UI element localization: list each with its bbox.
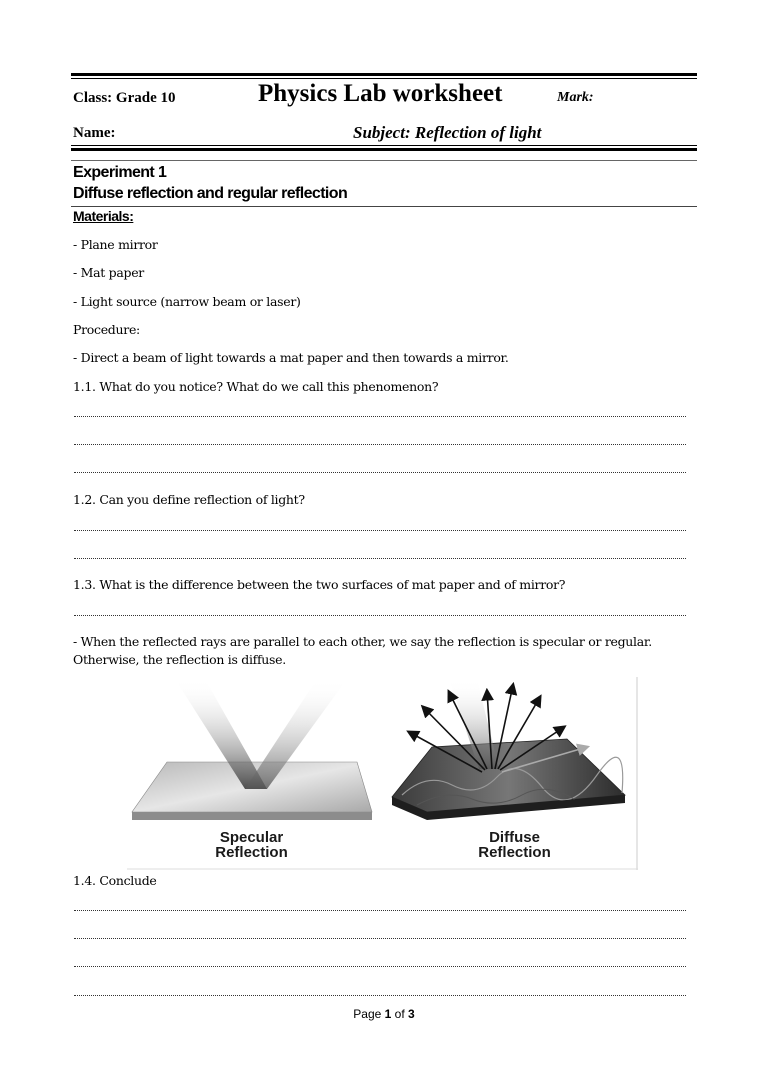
question-1-1: 1.1. What do you notice? What do we call this phenomenon? [73, 379, 439, 394]
experiment-number: Experiment 1 [73, 164, 167, 181]
procedure-heading: Procedure: [73, 322, 140, 337]
question-1-2: 1.2. Can you define reflection of light? [73, 492, 305, 507]
material-item: - Mat paper [73, 265, 144, 280]
note-line: Otherwise, the reflection is diffuse. [73, 652, 286, 667]
specular-caption-line: Reflection [215, 844, 288, 861]
materials-heading: Materials: [73, 208, 134, 224]
experiment-rule [71, 206, 697, 207]
mark-label: Mark: [557, 90, 594, 105]
diffuse-caption-line: Reflection [478, 844, 551, 861]
answer-line[interactable] [74, 558, 686, 561]
diffuse-caption-line: Diffuse [489, 829, 540, 846]
answer-line[interactable] [74, 995, 686, 998]
specular-caption [184, 830, 319, 860]
subject-label: Subject: Reflection of light [353, 123, 542, 142]
answer-line[interactable] [74, 938, 686, 941]
header-bottom-rule-thick [71, 148, 697, 151]
experiment-title: Diffuse reflection and regular reflection [73, 185, 348, 202]
page-current: 1 [384, 1007, 392, 1021]
reflection-figure [127, 677, 638, 870]
answer-line[interactable] [74, 416, 686, 419]
material-item: - Light source (narrow beam or laser) [73, 294, 301, 309]
class-label: Class: Grade 10 [73, 90, 176, 106]
page-total: 3 [408, 1007, 415, 1021]
header-top-rule-thick [71, 73, 697, 76]
question-1-4: 1.4. Conclude [73, 873, 157, 888]
worksheet-title: Physics Lab worksheet [258, 80, 503, 107]
answer-line[interactable] [74, 444, 686, 447]
answer-line[interactable] [74, 472, 686, 475]
name-label: Name: [73, 125, 116, 141]
answer-line[interactable] [74, 910, 686, 913]
header-bottom-rule-thin [71, 145, 697, 146]
answer-line[interactable] [74, 530, 686, 533]
section-rule [71, 160, 697, 161]
note-line: - When the reflected rays are parallel to each other, we say the reflection is specular or regular. [73, 634, 652, 649]
header-top-rule-thin [71, 78, 697, 79]
answer-line[interactable] [74, 966, 686, 969]
question-1-3: 1.3. What is the difference between the two surfaces of mat paper and of mirror? [73, 577, 566, 592]
procedure-step: - Direct a beam of light towards a mat paper and then towards a mirror. [73, 350, 509, 365]
specular-caption-line: Specular [219, 829, 284, 846]
diffuse-caption [447, 830, 582, 860]
page-footer [0, 1007, 768, 1021]
page-of: of [394, 1007, 405, 1021]
answer-line[interactable] [74, 615, 686, 618]
page-prefix: Page [353, 1007, 382, 1021]
material-item: - Plane mirror [73, 237, 158, 252]
